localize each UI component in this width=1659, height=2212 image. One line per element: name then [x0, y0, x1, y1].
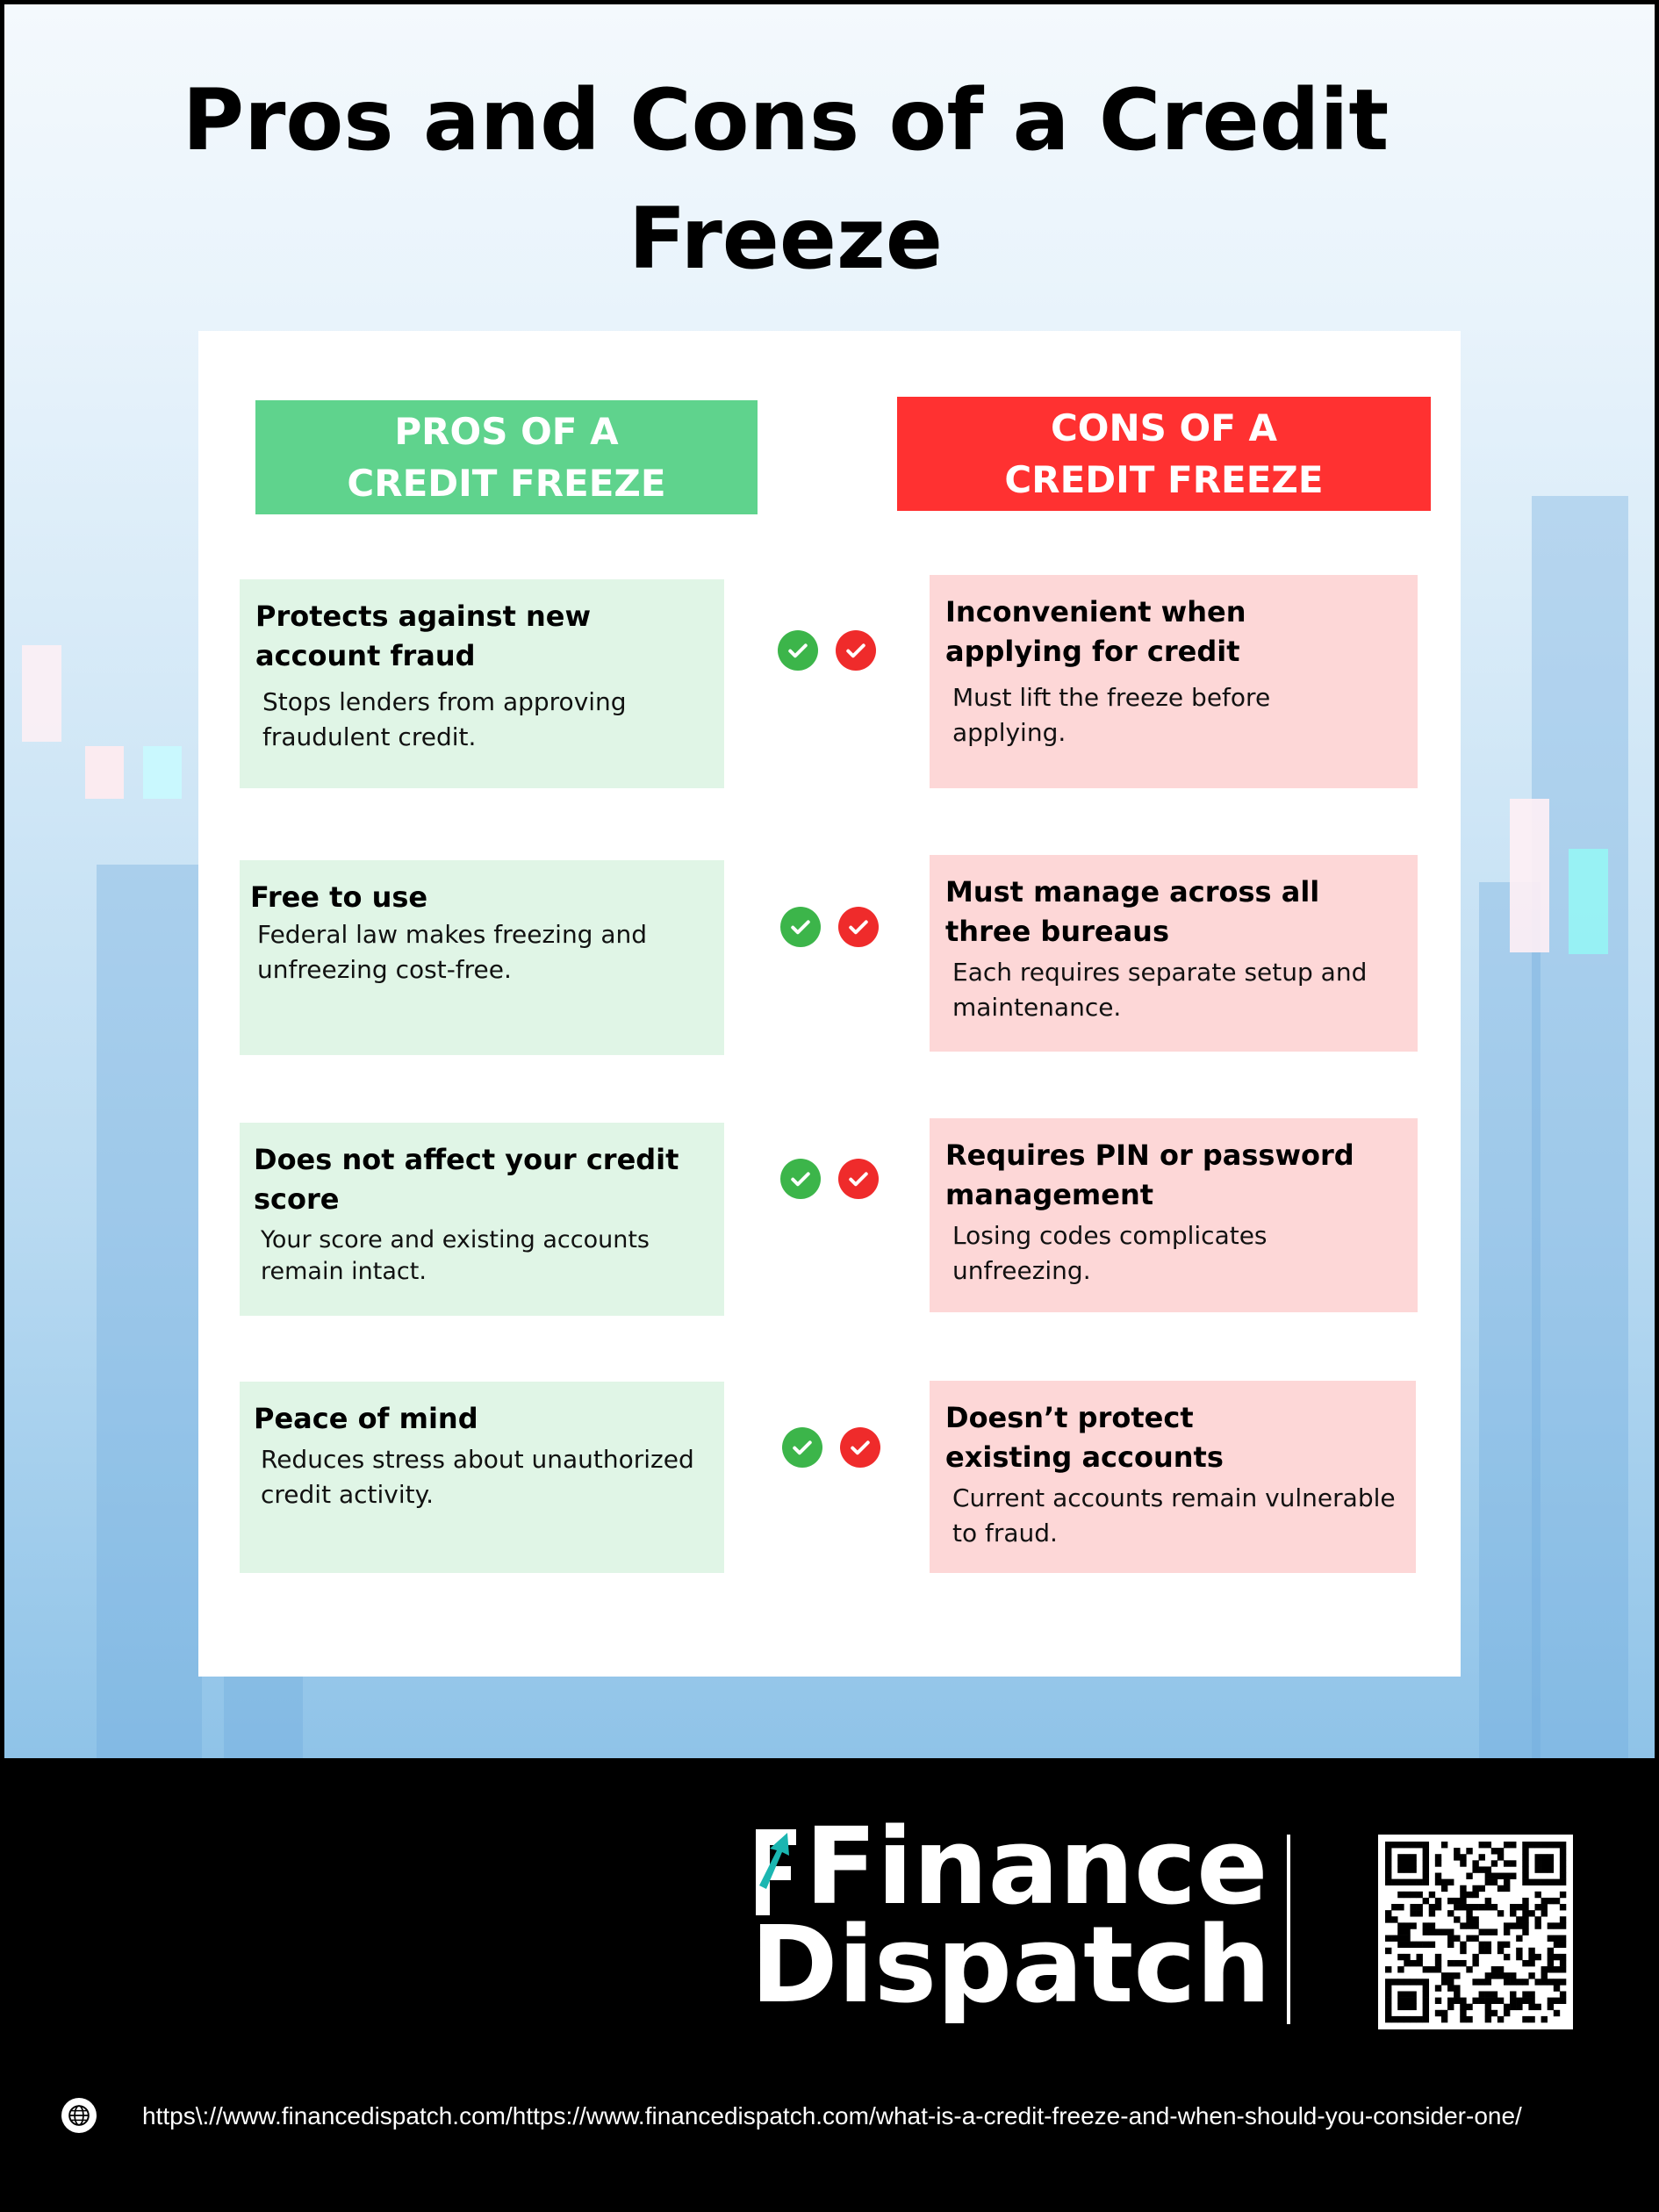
pro-desc: Your score and existing accounts remain intact. — [261, 1226, 650, 1285]
con-title: Must manage across all three bureaus — [945, 875, 1320, 948]
con-title: Doesn’t protect existing accounts — [945, 1401, 1224, 1474]
pro-title: Protects against new account fraud — [255, 600, 592, 672]
pro-desc: Reduces stress about unauthorized credit activity. — [261, 1445, 694, 1509]
con-desc: Must lift the freeze before applying. — [952, 683, 1271, 747]
pro-title: Does not affect your credit score — [254, 1143, 679, 1216]
con-desc: Current accounts remain vulnerable to fraud. — [952, 1483, 1396, 1548]
con-desc: Each requires separate setup and maintenance. — [952, 958, 1368, 1022]
pro-title: Peace of mind — [254, 1402, 478, 1435]
page-title: Pros and Cons of a Credit Freeze — [182, 71, 1390, 288]
cons-header: CONS OF A CREDIT FREEZE — [897, 397, 1431, 511]
con-title: Requires PIN or password management — [945, 1138, 1354, 1211]
logo-line2: Dispatch — [750, 1905, 1271, 2027]
source-url[interactable]: https\://www.financedispatch.com/https://www.financedispatch.com/what-is-a-credit-freeze-and-when-should-you-consider-one/ — [142, 2102, 1522, 2129]
con-desc: Losing codes complicates unfreezing. — [952, 1221, 1268, 1285]
con-title: Inconvenient when applying for credit — [945, 595, 1246, 668]
logo-line1: Finance — [805, 1806, 1268, 1928]
pro-desc: Federal law makes freezing and unfreezing cost-free. — [257, 920, 648, 984]
pros-header: PROS OF A CREDIT FREEZE — [255, 400, 758, 514]
pro-title: Free to use — [250, 880, 428, 914]
pro-desc: Stops lenders from approving fraudulent credit. — [262, 687, 627, 751]
